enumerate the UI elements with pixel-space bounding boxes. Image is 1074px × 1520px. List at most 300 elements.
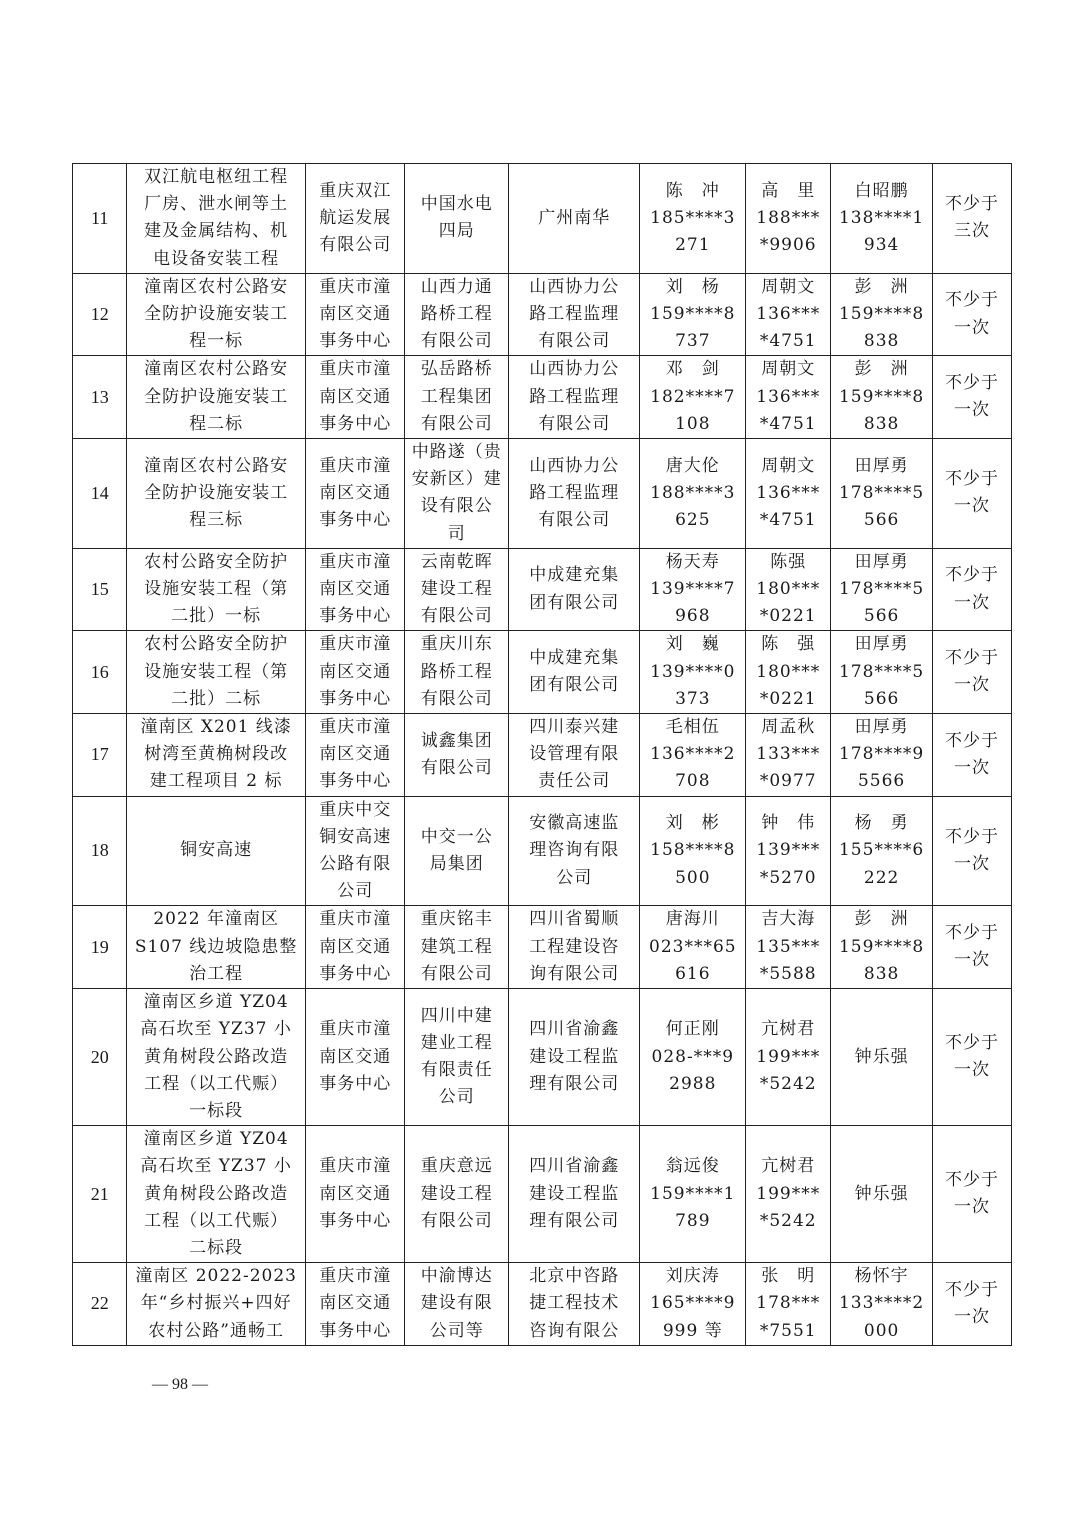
cell-line: 农村公路安全防护 [144, 634, 289, 655]
cell-line: 不少于 [944, 290, 999, 311]
contractor-cell [405, 1126, 509, 1263]
contact-3-cell [831, 989, 933, 1126]
project-name-cell [127, 273, 306, 356]
cell-line: 建业工程 [420, 1032, 493, 1053]
table-row [73, 714, 1012, 797]
owner-cell [305, 906, 405, 989]
cell-line: 一次 [953, 675, 990, 696]
frequency-cell [932, 356, 1011, 439]
cell-line: 潼南区乡道 YZ04 [143, 1129, 289, 1150]
owner-cell [305, 356, 405, 439]
cell-line: 陈 冲 [665, 180, 720, 201]
cell-line: 建设工程监 [529, 1183, 620, 1204]
cell-line: 不少于 [944, 565, 999, 586]
contact-1-cell [640, 1126, 746, 1263]
contact-2-cell [746, 164, 831, 274]
contact-1-cell [640, 796, 746, 906]
cell-line: 彭 洲 [854, 909, 909, 930]
contact-1-cell [640, 439, 746, 549]
cell-line: 事务中心 [319, 510, 392, 531]
cell-line: 山西协力公 [529, 276, 620, 297]
cell-line: 唐海川 [665, 909, 720, 930]
cell-line: 136****2 [650, 744, 736, 765]
cell-line: 180*** [756, 661, 821, 682]
cell-line: 271 [675, 235, 711, 255]
row-number: 16 [73, 631, 127, 714]
cell-line: 事务中心 [319, 1073, 392, 1094]
cell-line: 2988 [669, 1073, 717, 1094]
contact-2-cell [746, 1126, 831, 1263]
cell-line: 四局 [438, 221, 475, 242]
cell-line: 设施安装工程（第 [144, 579, 289, 600]
row-number: 20 [73, 989, 127, 1126]
cell-line: 有限公司 [538, 331, 611, 352]
contact-1-cell [640, 631, 746, 714]
cell-line: 一次 [953, 592, 990, 613]
cell-line: 一标段 [189, 1100, 244, 1121]
cell-line: 有限公司 [319, 235, 392, 255]
cell-line: 934 [863, 235, 900, 255]
cell-line: 南区交通 [319, 386, 392, 407]
cell-line: 事务中心 [319, 606, 392, 627]
cell-line: 治工程 [189, 963, 244, 984]
cell-line: *5242 [759, 1210, 817, 1231]
cell-line: 事务中心 [319, 963, 392, 984]
cell-line: 张 明 [761, 1266, 816, 1287]
supervisor-cell [509, 631, 640, 714]
cell-line: 田厚勇 [854, 455, 909, 476]
contact-2-cell [746, 356, 831, 439]
cell-line: 年“乡村振兴+四好 [140, 1293, 292, 1314]
contact-3-cell [831, 796, 933, 906]
cell-line: 周朝文 [761, 276, 816, 297]
cell-line: 838 [863, 331, 900, 352]
cell-line: *7551 [759, 1320, 817, 1341]
cell-line: 一次 [953, 317, 990, 338]
row-number: 14 [73, 439, 127, 549]
cell-line: 023***65 [649, 936, 737, 957]
cell-line: 潼南区农村公路安 [144, 276, 289, 297]
owner-cell [305, 273, 405, 356]
cell-line: 云南乾晖 [420, 551, 493, 572]
contact-1-cell [640, 548, 746, 631]
cell-line: 工程集团 [420, 386, 493, 407]
cell-line: 黄角树段公路改造 [144, 1183, 289, 1204]
owner-cell [305, 1263, 405, 1346]
cell-line: 222 [863, 867, 900, 888]
cell-line: 不少于 [944, 194, 999, 215]
cell-line: 188*** [756, 207, 821, 228]
cell-line: 重庆市潼 [319, 1266, 392, 1287]
cell-line: 重庆市潼 [319, 634, 392, 655]
cell-line: 不少于 [944, 469, 999, 490]
project-name-cell [127, 164, 306, 274]
cell-line: 事务中心 [319, 413, 392, 434]
cell-line: 毛相伍 [665, 717, 720, 738]
cell-line: 田厚勇 [854, 717, 909, 738]
cell-line: 重庆市潼 [319, 455, 392, 476]
contact-3-cell [831, 439, 933, 549]
cell-line: 重庆意远 [420, 1156, 493, 1177]
contractor-cell [405, 796, 509, 906]
cell-line: *4751 [759, 331, 817, 352]
cell-line: 路工程监理 [529, 304, 620, 325]
supervisor-cell [509, 273, 640, 356]
cell-line: 重庆市潼 [319, 1156, 392, 1177]
cell-line: 刘 彬 [665, 813, 720, 834]
project-name-cell [127, 906, 306, 989]
cell-line: 有限公司 [420, 413, 493, 434]
cell-line: 重庆市潼 [319, 909, 392, 930]
owner-cell [305, 164, 405, 274]
supervisor-cell [509, 356, 640, 439]
row-number: 22 [73, 1263, 127, 1346]
supervisor-cell [509, 1126, 640, 1263]
contractor-cell [405, 989, 509, 1126]
owner-cell [305, 548, 405, 631]
cell-line: 唐大伦 [665, 455, 720, 476]
cell-line: 不少于 [944, 373, 999, 394]
supervisor-cell [509, 1263, 640, 1346]
cell-line: 一次 [953, 950, 990, 971]
cell-line: 789 [675, 1210, 711, 1231]
contractor-cell [405, 1263, 509, 1346]
contact-3-cell [831, 906, 933, 989]
cell-line: 重庆市潼 [319, 1019, 392, 1040]
contact-2-cell [746, 631, 831, 714]
cell-line: 中国水电 [420, 194, 493, 215]
contact-3-cell [831, 714, 933, 797]
table-row [73, 1126, 1012, 1263]
cell-line: 有限责任 [420, 1060, 493, 1081]
cell-line: 四川中建 [420, 1005, 493, 1026]
cell-line: 566 [863, 688, 900, 709]
owner-cell [305, 796, 405, 906]
row-number: 15 [73, 548, 127, 631]
cell-line: 重庆市潼 [319, 359, 392, 380]
supervisor-cell [509, 714, 640, 797]
cell-line: 何正刚 [665, 1019, 720, 1040]
cell-line: 南区交通 [319, 661, 392, 682]
cell-line: *5242 [759, 1073, 817, 1094]
frequency-cell [932, 439, 1011, 549]
cell-line: 潼南区 X201 线漆 [140, 717, 292, 738]
cell-line: 南区交通 [319, 482, 392, 503]
cell-line: 农村公路安全防护 [144, 551, 289, 572]
cell-line: 设管理有限 [529, 744, 620, 765]
cell-line: 周孟秋 [761, 717, 816, 738]
cell-line: 南区交通 [319, 1293, 392, 1314]
cell-line: 159****1 [650, 1183, 736, 1204]
cell-line: 黄角树段公路改造 [144, 1046, 289, 1067]
cell-line: 安徽高速监 [529, 813, 620, 834]
contact-3-cell [831, 631, 933, 714]
cell-line: 不少于 [944, 1279, 999, 1300]
cell-line: 708 [675, 771, 711, 792]
cell-line: 树湾至黄桷树段改 [144, 744, 289, 765]
cell-line: 山西协力公 [529, 455, 620, 476]
cell-line: 铜安高速 [319, 826, 392, 847]
cell-line: 中路遂（贵 [411, 442, 502, 463]
cell-line: 188****3 [650, 482, 736, 503]
cell-line: 电设备安装工程 [153, 248, 280, 269]
contact-2-cell [746, 548, 831, 631]
cell-line: 中成建充集 [529, 648, 620, 669]
cell-line: 建筑工程 [420, 936, 493, 957]
cell-line: 159****8 [838, 304, 925, 325]
cell-line: *4751 [759, 510, 817, 531]
cell-line: 理咨询有限 [529, 840, 620, 861]
row-number: 13 [73, 356, 127, 439]
owner-cell [305, 631, 405, 714]
project-name-cell [127, 714, 306, 797]
cell-line: 中渝博达 [420, 1266, 493, 1287]
contact-1-cell [640, 906, 746, 989]
row-number: 18 [73, 796, 127, 906]
cell-line: 000 [863, 1320, 900, 1341]
cell-line: 155****6 [838, 840, 925, 861]
table-row [73, 989, 1012, 1126]
cell-line: 重庆市潼 [319, 717, 392, 738]
cell-line: 陈强 [770, 551, 807, 572]
cell-line: 彭 洲 [854, 359, 909, 380]
cell-line: 182****7 [650, 386, 736, 407]
cell-line: 178****5 [838, 661, 925, 682]
cell-line: 重庆川东 [420, 634, 493, 655]
table-row [73, 548, 1012, 631]
cell-line: 亢树君 [761, 1019, 816, 1040]
table-row [73, 906, 1012, 989]
cell-line: 责任公司 [538, 771, 611, 792]
frequency-cell [932, 1263, 1011, 1346]
cell-line: 建设工程 [420, 1183, 493, 1204]
cell-line: 133*** [756, 744, 821, 765]
cell-line: 杨 勇 [854, 813, 909, 834]
cell-line: 838 [863, 963, 900, 984]
contact-3-cell [831, 164, 933, 274]
row-number: 19 [73, 906, 127, 989]
cell-line: 潼南区农村公路安 [144, 455, 289, 476]
supervisor-cell [509, 906, 640, 989]
cell-line: 诚鑫集团 [420, 730, 493, 751]
contact-3-cell [831, 548, 933, 631]
project-name-cell [127, 989, 306, 1126]
cell-line: 136*** [756, 482, 821, 503]
cell-line: 178****9 [838, 744, 925, 765]
cell-line: 潼南区乡道 YZ04 [143, 992, 289, 1013]
contact-2-cell [746, 796, 831, 906]
cell-line: 双江航电枢纽工程 [144, 167, 289, 187]
cell-line: 路桥工程 [420, 661, 493, 682]
project-table [72, 163, 1012, 1346]
cell-line: 周朝文 [761, 455, 816, 476]
project-name-cell [127, 796, 306, 906]
cell-line: 二批）二标 [171, 688, 262, 709]
contractor-cell [405, 548, 509, 631]
cell-line: 四川省蜀顺 [529, 909, 620, 930]
cell-line: 南区交通 [319, 1046, 392, 1067]
cell-line: 139****0 [650, 661, 736, 682]
cell-line: 潼南区农村公路安 [144, 359, 289, 380]
table-row [73, 439, 1012, 549]
owner-cell [305, 1126, 405, 1263]
cell-line: 199*** [756, 1183, 821, 1204]
table-row [73, 356, 1012, 439]
cell-line: 全防护设施安装工 [144, 482, 289, 503]
cell-line: *4751 [759, 413, 817, 434]
cell-line: 事务中心 [319, 1320, 392, 1341]
cell-line: 建工程项目 2 标 [149, 771, 283, 792]
cell-line: 二标段 [189, 1237, 244, 1258]
cell-line: 捷工程技术 [529, 1293, 620, 1314]
cell-line: 566 [863, 606, 900, 627]
cell-line: 138****1 [838, 207, 925, 228]
project-name-cell [127, 548, 306, 631]
cell-line: 铜安高速 [180, 840, 253, 861]
cell-line: 翁远俊 [665, 1156, 720, 1177]
cell-line: 高 里 [761, 180, 816, 201]
cell-line: 路桥工程 [420, 304, 493, 325]
cell-line: 625 [675, 510, 711, 531]
contact-1-cell [640, 1263, 746, 1346]
cell-line: *5588 [759, 963, 817, 984]
cell-line: 有限公司 [538, 413, 611, 434]
cell-line: 一次 [953, 496, 990, 517]
contractor-cell [405, 356, 509, 439]
cell-line: 一次 [953, 1060, 990, 1081]
cell-line: 999 等 [662, 1320, 723, 1341]
cell-line: 团有限公司 [529, 592, 620, 613]
supervisor-cell [509, 548, 640, 631]
contact-1-cell [640, 356, 746, 439]
cell-line: 108 [675, 413, 711, 434]
cell-line: 三次 [953, 221, 990, 242]
supervisor-cell [509, 439, 640, 549]
cell-line: 有限公司 [538, 510, 611, 531]
cell-line: 5566 [857, 771, 906, 792]
cell-line: 路工程监理 [529, 482, 620, 503]
frequency-cell [932, 548, 1011, 631]
cell-line: 厂房、泄水闸等土 [144, 194, 289, 215]
project-name-cell [127, 631, 306, 714]
cell-line: 566 [863, 510, 900, 531]
cell-line: 159****8 [650, 304, 736, 325]
cell-line: 136*** [756, 386, 821, 407]
cell-line: 高石坎至 YZ37 小 [140, 1019, 292, 1040]
cell-line: 178****5 [838, 579, 925, 600]
cell-line: 刘 杨 [665, 276, 720, 297]
cell-line: 弘岳路桥 [420, 359, 493, 380]
cell-line: 一次 [953, 1197, 990, 1218]
cell-line: 一次 [953, 757, 990, 778]
contractor-cell [405, 439, 509, 549]
cell-line: 有限公司 [420, 331, 493, 352]
cell-line: 亢树君 [761, 1156, 816, 1177]
table-row [73, 164, 1012, 274]
contact-3-cell [831, 1263, 933, 1346]
frequency-cell [932, 273, 1011, 356]
cell-line: 司 [447, 523, 466, 544]
frequency-cell [932, 906, 1011, 989]
cell-line: 刘庆涛 [665, 1266, 720, 1287]
cell-line: 公司 [438, 1087, 475, 1108]
contact-1-cell [640, 273, 746, 356]
cell-line: 有限公司 [420, 757, 493, 778]
cell-line: *0977 [759, 771, 817, 792]
cell-line: 周朝文 [761, 359, 816, 380]
cell-line: 潼南区 2022-2023 [135, 1266, 297, 1287]
contractor-cell [405, 631, 509, 714]
cell-line: 陈 强 [761, 634, 816, 655]
cell-line: 178****5 [838, 482, 925, 503]
frequency-cell [932, 796, 1011, 906]
supervisor-cell [509, 164, 640, 274]
contractor-cell [405, 164, 509, 274]
cell-line: 事务中心 [319, 688, 392, 709]
cell-line: 373 [675, 688, 711, 709]
cell-line: 刘 巍 [665, 634, 720, 655]
contact-2-cell [746, 989, 831, 1126]
cell-line: 田厚勇 [854, 634, 909, 655]
cell-line: *5270 [759, 867, 817, 888]
cell-line: 二批）一标 [171, 606, 262, 627]
cell-line: 中交一公 [420, 826, 493, 847]
cell-line: 事务中心 [319, 1210, 392, 1231]
owner-cell [305, 714, 405, 797]
table-row [73, 796, 1012, 906]
cell-line: 农村公路”通畅工 [148, 1320, 284, 1341]
table-body [73, 164, 1012, 1346]
cell-line: 159****8 [838, 936, 925, 957]
project-name-cell [127, 439, 306, 549]
cell-line: 不少于 [944, 826, 999, 847]
contact-1-cell [640, 714, 746, 797]
cell-line: 四川省渝鑫 [529, 1019, 620, 1040]
frequency-cell [932, 714, 1011, 797]
cell-line: 南区交通 [319, 304, 392, 325]
cell-line: 不少于 [944, 648, 999, 669]
row-number: 17 [73, 714, 127, 797]
cell-line: 北京中咨路 [529, 1266, 620, 1287]
table-row [73, 1263, 1012, 1346]
table-row [73, 273, 1012, 356]
contractor-cell [405, 906, 509, 989]
cell-line: 028-***9 [651, 1046, 735, 1067]
cell-line: 重庆双江 [319, 180, 392, 201]
cell-line: 邓 剑 [665, 359, 720, 380]
cell-line: 重庆市潼 [319, 551, 392, 572]
cell-line: 吉大海 [761, 909, 816, 930]
cell-line: 136*** [756, 304, 821, 325]
frequency-cell [932, 164, 1011, 274]
cell-line: 不少于 [944, 1032, 999, 1053]
cell-line: 全防护设施安装工 [144, 304, 289, 325]
cell-line: 中成建充集 [529, 565, 620, 586]
cell-line: 158****8 [650, 840, 736, 861]
cell-line: 133****2 [838, 1293, 925, 1314]
row-number: 12 [73, 273, 127, 356]
contact-2-cell [746, 273, 831, 356]
cell-line: 有限公司 [420, 1210, 493, 1231]
cell-line: 一次 [953, 400, 990, 421]
cell-line: 四川省渝鑫 [529, 1156, 620, 1177]
supervisor-cell [509, 989, 640, 1126]
cell-line: 程一标 [189, 331, 244, 352]
cell-line: 程二标 [189, 413, 244, 434]
cell-line: 田厚勇 [854, 551, 909, 572]
cell-line: 高石坎至 YZ37 小 [140, 1156, 292, 1177]
frequency-cell [932, 989, 1011, 1126]
